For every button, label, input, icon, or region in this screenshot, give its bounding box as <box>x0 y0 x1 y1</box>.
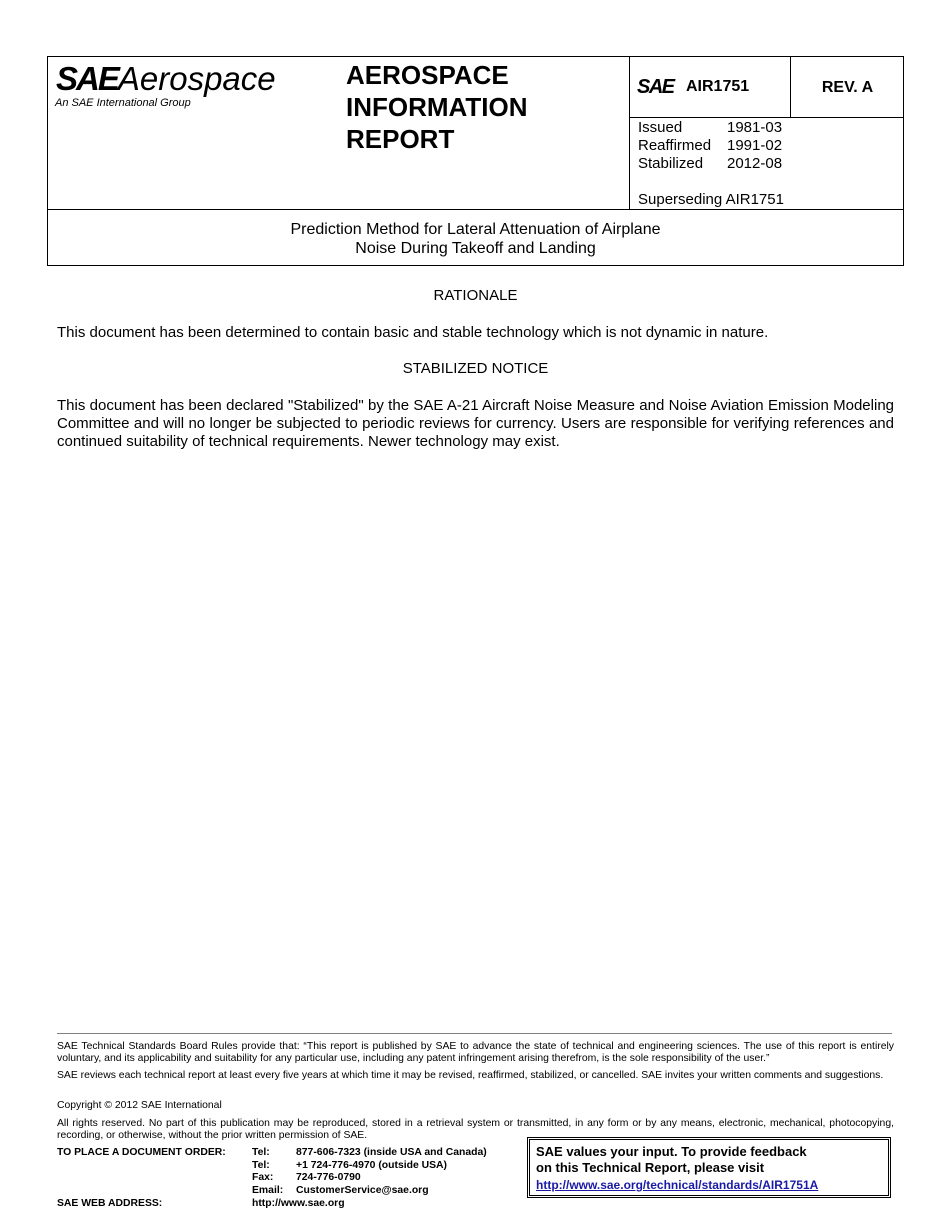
date-value: 2012-08 <box>727 155 783 172</box>
logo-tagline: An SAE International Group <box>55 97 191 109</box>
stabilized-notice-paragraph: This document has been declared "Stabilized" by the SAE A-21 Aircraft Noise Measure and Noise Aviation Emission Modeling Committee and will no longer be subjected to periodic reviews for currency. Users are responsible for verifying references and continued suitability of technical requirements. Newer technology may exist. <box>57 397 894 450</box>
revision-cell <box>790 57 904 118</box>
logo-wordmark <box>56 59 276 99</box>
subject-line: Noise During Takeoff and Landing <box>355 240 596 257</box>
document-header <box>47 56 904 266</box>
rights-text: All rights reserved. No part of this publication may be reproduced, stored in a retrieval system or transmitted, in any form or by any means, electronic, mechanical, photocopying, recording, or otherwise, without the prior written permission of SAE. <box>57 1118 894 1141</box>
contact-value: 724-776-0790 <box>296 1172 361 1183</box>
feedback-link[interactable]: http://www.sae.org/technical/standards/AIR1751A <box>536 1178 819 1192</box>
feedback-box <box>527 1137 891 1198</box>
contact-key: Tel: <box>252 1147 270 1158</box>
report-type-line: REPORT <box>346 124 455 154</box>
date-value: 1991-02 <box>727 137 783 154</box>
web-address-link[interactable]: http://www.sae.org <box>252 1198 345 1209</box>
feedback-line: on this Technical Report, please visit <box>536 1160 765 1175</box>
date-label: Reaffirmed <box>638 137 712 154</box>
document-number: AIR1751 <box>686 78 750 95</box>
date-value: 1981-03 <box>727 119 783 136</box>
contact-row <box>252 1172 361 1185</box>
feedback-line: SAE values your input. To provide feedback <box>536 1144 807 1159</box>
contact-value[interactable]: CustomerService@sae.org <box>296 1184 429 1196</box>
document-subject <box>48 209 903 266</box>
subject-line: Prediction Method for Lateral Attenuation of Airplane <box>290 221 661 238</box>
superseding-note: Superseding AIR1751 <box>638 191 784 208</box>
sae-small-logo: SAE <box>637 76 674 98</box>
order-label: TO PLACE A DOCUMENT ORDER: <box>57 1147 226 1158</box>
stabilized-notice-heading: STABILIZED NOTICE <box>402 360 549 377</box>
rationale-paragraph: This document has been determined to contain basic and stable technology which is not dynamic in nature. <box>57 324 769 341</box>
revision-label: REV. A <box>821 79 874 96</box>
dates-cell <box>629 118 904 209</box>
report-type-line: AEROSPACE <box>346 60 509 90</box>
contact-key: Email: <box>252 1184 284 1196</box>
report-type-line: INFORMATION <box>346 92 528 122</box>
contact-row <box>252 1185 429 1198</box>
date-label: Stabilized <box>638 155 704 172</box>
contact-row <box>252 1147 487 1160</box>
date-row-stabilized <box>638 155 782 173</box>
contact-row <box>252 1160 447 1173</box>
logo-sae-text: SAE <box>56 60 118 97</box>
contact-value: +1 724-776-4970 (outside USA) <box>296 1159 448 1171</box>
board-rules-text: SAE Technical Standards Board Rules provide that: “This report is published by SAE to advance the state of technical and engineering sciences. The use of this report is entirely voluntary, and its applicability and suitability for any particular use, including any patent infringement arising therefrom, is the sole responsibility of the user.” <box>57 1041 894 1064</box>
date-row-reaffirmed <box>638 137 782 155</box>
contact-key: Tel: <box>252 1159 270 1171</box>
document-number-cell <box>629 57 790 118</box>
logo-aerospace-text: Aerospace <box>117 60 276 97</box>
contact-value: 877-606-7323 (inside USA and Canada) <box>296 1147 487 1158</box>
date-label: Issued <box>638 119 683 136</box>
date-row-issued <box>638 119 782 137</box>
review-notice-text: SAE reviews each technical report at least every five years at which time it may be revised, reaffirmed, stabilized, or cancelled. SAE invites your written comments and suggestions. <box>57 1070 884 1081</box>
copyright-text: Copyright © 2012 SAE International <box>57 1100 222 1111</box>
report-type-title <box>346 59 626 155</box>
contact-key: Fax: <box>252 1172 274 1183</box>
sae-aerospace-logo <box>48 57 333 209</box>
rationale-heading: RATIONALE <box>433 287 518 304</box>
web-address-label: SAE WEB ADDRESS: <box>57 1198 163 1209</box>
footer-divider <box>57 1033 892 1034</box>
